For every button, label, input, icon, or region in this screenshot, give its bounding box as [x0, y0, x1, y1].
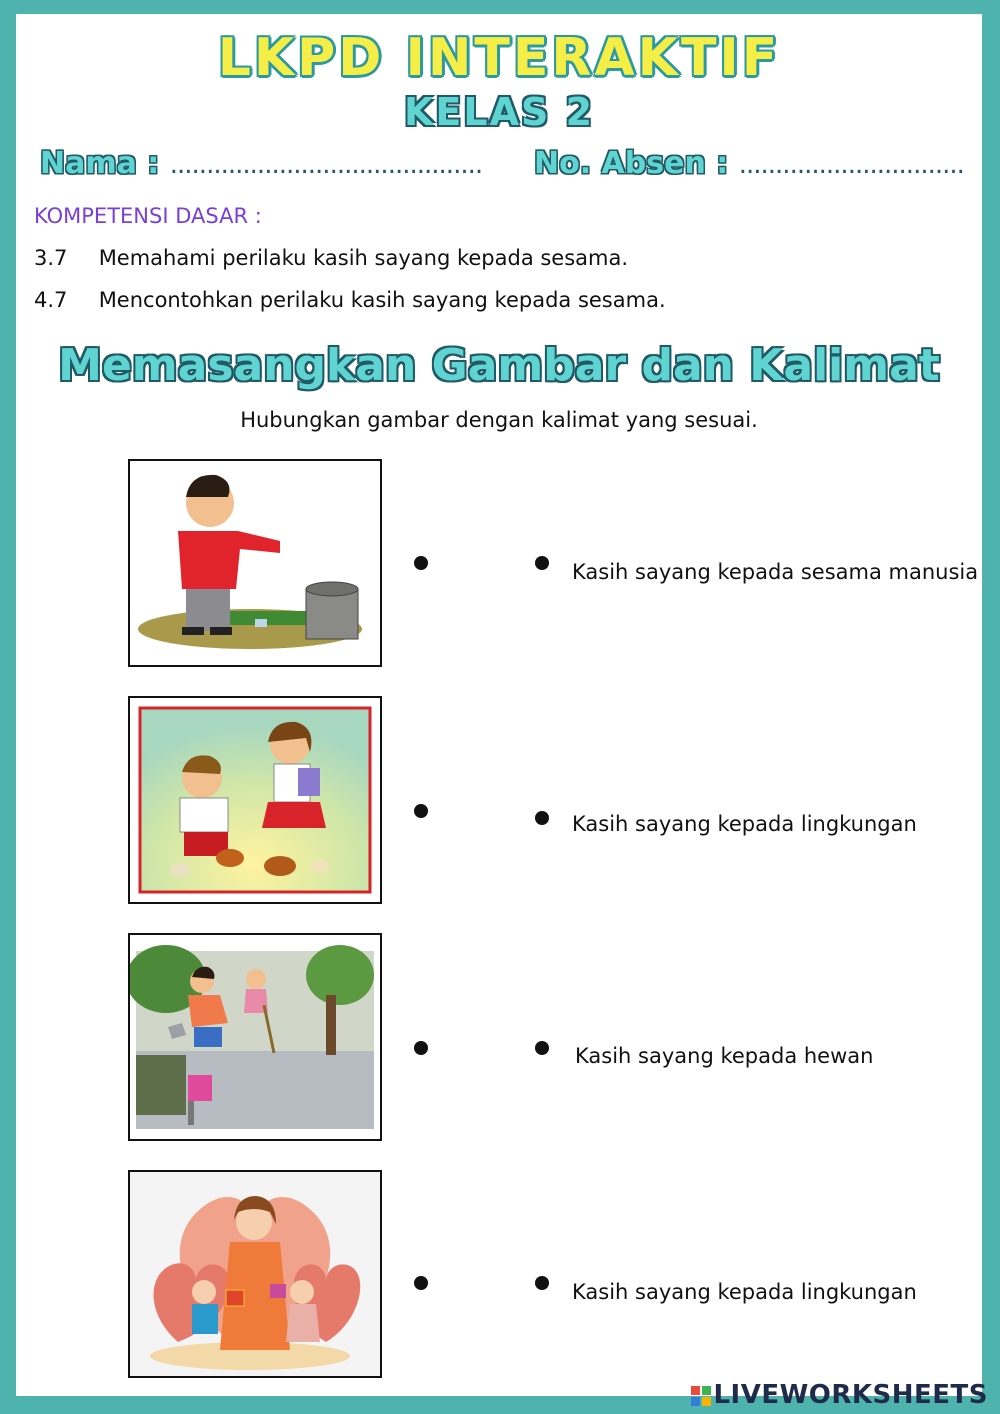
option-label: Kasih sayang kepada lingkungan [572, 1280, 917, 1304]
kompetensi-text: Memahami perilaku kasih sayang kepada sesama. [98, 246, 629, 270]
absen-label: No. Absen : [534, 146, 729, 181]
brand-text: LIVEWORKSHEETS [713, 1380, 988, 1410]
liveworksheets-mark-icon [691, 1386, 711, 1406]
name-field[interactable] [40, 146, 482, 181]
children-watering-sweeping-icon [130, 935, 380, 1139]
picture-connector-dot[interactable] [414, 1041, 428, 1055]
activity-instruction: Hubungkan gambar dengan kalimat yang sesuai. [240, 408, 758, 432]
kompetensi-item [34, 246, 628, 270]
option-label: Kasih sayang kepada hewan [575, 1044, 874, 1068]
page-title: LKPD INTERAKTIF [217, 28, 781, 88]
worksheet-page [16, 14, 982, 1396]
picture-connector-dot[interactable] [414, 804, 428, 818]
picture-card [128, 459, 382, 667]
absen-blank[interactable]: ............................... [738, 150, 964, 180]
option-connector-dot[interactable] [535, 556, 549, 570]
picture-card [128, 696, 382, 904]
picture-connector-dot[interactable] [414, 1276, 428, 1290]
children-feeding-chickens-icon [130, 698, 380, 902]
kompetensi-text: Mencontohkan perilaku kasih sayang kepada sesama. [98, 288, 666, 312]
absen-field[interactable] [534, 146, 964, 181]
kompetensi-heading: KOMPETENSI DASAR : [34, 204, 262, 228]
option-label: Kasih sayang kepada lingkungan [572, 812, 917, 836]
children-giving-gifts-icon [130, 1172, 380, 1376]
option-connector-dot[interactable] [535, 1276, 549, 1290]
picture-card [128, 1170, 382, 1378]
option-label: Kasih sayang kepada sesama manusia [572, 560, 979, 584]
liveworksheets-logo[interactable] [691, 1380, 988, 1410]
activity-title: Memasangkan Gambar dan Kalimat [58, 340, 940, 391]
name-blank[interactable]: ........................................... [169, 150, 483, 180]
kompetensi-number: 4.7 [34, 288, 68, 312]
boy-throwing-trash-icon [130, 461, 380, 665]
kompetensi-number: 3.7 [34, 246, 68, 270]
option-connector-dot[interactable] [535, 1041, 549, 1055]
option-connector-dot[interactable] [535, 811, 549, 825]
picture-connector-dot[interactable] [414, 556, 428, 570]
class-subtitle: KELAS 2 [403, 90, 595, 134]
kompetensi-item [34, 288, 666, 312]
name-label: Nama : [40, 146, 160, 181]
picture-card [128, 933, 382, 1141]
